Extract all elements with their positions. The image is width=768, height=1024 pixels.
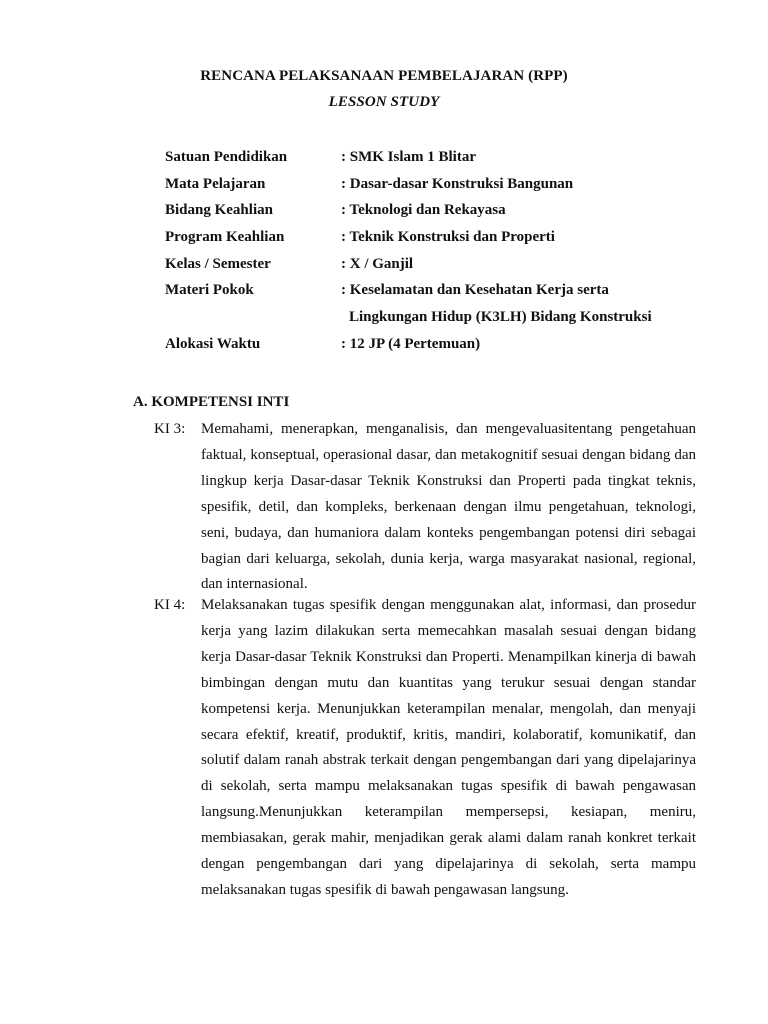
- section-heading: A. KOMPETENSI INTI: [133, 394, 290, 410]
- info-label: Materi Pokok: [165, 282, 254, 299]
- info-label: Satuan Pendidikan: [165, 149, 288, 165]
- info-value: : Teknik Konstruksi dan Properti: [341, 229, 555, 246]
- info-label: Alokasi Waktu: [165, 335, 261, 352]
- info-value-continuation: Lingkungan Hidup (K3LH) Bidang Konstruksi: [349, 308, 652, 325]
- info-value: : 12 JP (4 Pertemuan): [341, 335, 481, 352]
- ki4-text: Melaksanakan tugas spesifik dengan menggunakan alat, informasi, dan prosedur kerja yang lazim dilakukan serta memecahkan masalah sesuai dengan bidang kerja Dasar-dasar Teknik Konstruksi dan Properti. Menampilkan kinerja di bawah bimbingan dengan mutu dan kuantitas yang terukur sesuai dengan standar kompetensi kerja. Menunjukkan keterampilan menalar, mengolah, dan menyaji secara efektif, kreatif, produktif, kritis, mandiri, kolaboratif, komunikatif, dan solutif dalam ranah abstrak terkait dengan pengembangan dari yang dipelajarinya di sekolah, serta mampu melaksanakan tugas spesifik di bawah pengawasan langsung.Menunjukkan keterampilan mempersepsi, kesiapan, meniru, membiasakan, gerak mahir, menjadikan gerak alami dalam ranah konkret terkait dengan pengembangan dari yang dipelajarinya di sekolah, serta mampu melaksanakan tugas spesifik di bawah pengawasan langsung.: [201, 597, 696, 898]
- document-title: RENCANA PELAKSANAAN PEMBELAJARAN (RPP): [200, 68, 568, 84]
- info-value-line: : Keselamatan dan Kesehatan Kerja serta: [341, 282, 609, 299]
- info-label: Kelas / Semester: [165, 255, 271, 272]
- info-label: Program Keahlian: [165, 229, 285, 246]
- info-value: : SMK Islam 1 Blitar: [341, 149, 476, 165]
- ki4-block: [154, 593, 696, 904]
- info-value: : Teknologi dan Rekayasa: [341, 202, 506, 219]
- info-value: : X / Ganjil: [341, 255, 414, 272]
- ki3-block: [154, 417, 696, 598]
- info-value-multiline: [341, 280, 652, 327]
- document-subtitle: LESSON STUDY: [328, 94, 440, 110]
- info-value: : Dasar-dasar Konstruksi Bangunan: [341, 175, 574, 192]
- info-label: Mata Pelajaran: [165, 175, 266, 192]
- info-label: Bidang Keahlian: [165, 202, 273, 219]
- ki3-text: Memahami, menerapkan, menganalisis, dan mengevaluasitentang pengetahuan faktual, konseptual, operasional dasar, dan metakognitif sesuai dengan bidang dan lingkup kerja Dasar-dasar Teknik Konstruksi dan Properti pada tingkat teknis, spesifik, detil, dan kompleks, berkenaan dengan ilmu pengetahuan, teknologi, seni, budaya, dan humaniora dalam konteks pengembangan potensi diri sebagai bagian dari keluarga, sekolah, dunia kerja, warga masyarakat nasional, regional, dan internasional.: [201, 421, 696, 593]
- ki3-label: KI 3:: [154, 421, 186, 437]
- ki4-label: KI 4:: [154, 597, 186, 613]
